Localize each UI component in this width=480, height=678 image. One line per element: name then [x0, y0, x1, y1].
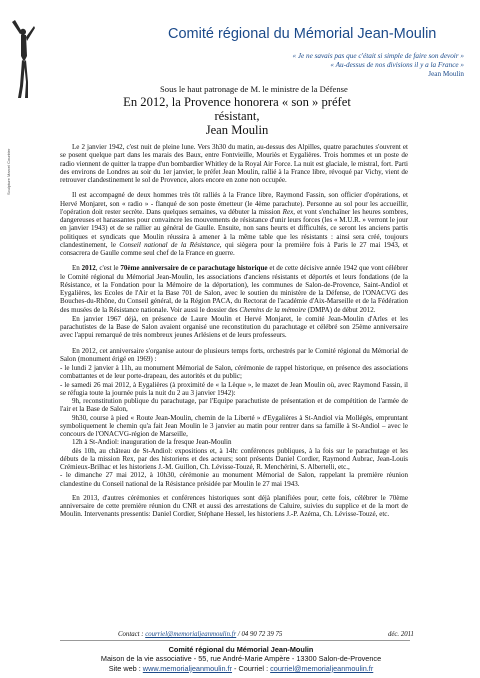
- event-item-3: 9h, reconstitution publique du parachutage, par l'Equipe parachutiste de présentation et de compétition de l'armée de l'air et la Base de Salon,: [60, 397, 408, 414]
- quote-line-2: « Au-dessus de nos divisions il y a la France »: [330, 61, 464, 69]
- paragraph-6: En 2013, d'autres cérémonies et conférences historiques sont déjà planifiées pour, cette fois, célébrer le 70ème anniversaire de cette première réunion du CNR et aussi des arrestations de Caluire, suivies du supplice et de la mort de Moulin. Intervenants pressentis: Daniel Cordier, Stéphane Hessel, les historiens J.-P. Azéma, Ch. Lévisse-Touzé, etc.: [60, 493, 408, 519]
- footer-org-name: Comité régional du Mémorial Jean-Moulin: [168, 645, 314, 654]
- patronage-line: Sous le haut patronage de M. le ministre de la Défense: [160, 84, 348, 94]
- paragraph-3: En 2012, c'est le 70ème anniversaire de ce parachutage historique et de cette décisive année 1942 que vont célébrer le Comité régional du Mémorial Jean-Moulin, les associations d'anciens résistants et déportés et leurs fondations (de la Résistance, et la Fondation pour la Mémoire de la déportation), les communes de Salon-de-Provence, Saint-Andiol et Eygalières, les Ecoles de l'Air et la Base 701 de Salon, avec le soutien du ministère de la Défense, de l'ONACVG des Bouches-du-Rhône, du Conseil général, de la Région PACA, du Rectorat de l'académie d'Aix-Marseille et de la Fédération des musées de la Résistance nationale. Voir aussi le dossier des Chemins de la mémoire (DMPA) de début 2012.: [60, 264, 408, 314]
- paragraph-4: En janvier 1967 déjà, en présence de Laure Moulin et Hervé Monjaret, le comité Jean-Moulin d'Arles et les parachutistes de la Base de Salon avaient organisé une reconstitution du parachutage et célébré son 25ème anniversaire avec l'appui remarqué de très nombreux jeunes Arlésiens et de leurs professeurs.: [60, 314, 408, 340]
- website-link[interactable]: www.memorialjeanmoulin.fr: [142, 663, 233, 673]
- headline-line-2: Jean Moulin: [205, 123, 269, 137]
- event-item-7: - le dimanche 27 mai 2012, à 10h30, cérémonie au monument Mémorial de Salon, rappelant la première réunion clandestine du Conseil national de la Résistance présidée par Moulin le 27 mai 1943.: [60, 471, 408, 488]
- paragraph-5: En 2012, cet anniversaire s'organise autour de plusieurs temps forts, orchestrés par le Comité régional du Mémorial de Salon (monument érigé en 1969) :: [60, 346, 408, 363]
- header-title: Comité régional du Mémorial Jean-Moulin: [168, 26, 437, 42]
- event-item-4: 9h30, course à pied « Route Jean-Moulin, chemin de la Liberté » d'Eygalières à St-Andiol via Mollégès, empruntant symboliquement le chemin qu'a fait Jean Moulin le 3 janvier au matin pour rentrer dans sa famille à St-Andiol – avec le concours de l'ONACVG-région de Marseille,: [60, 413, 408, 438]
- contact-line: Contact : courriel@memorialjeanmoulin.fr / 04 90 72 39 75: [118, 631, 283, 638]
- headline: [112, 95, 362, 137]
- contact-email-link[interactable]: courriel@memorialjeanmoulin.fr: [145, 631, 237, 638]
- quote-line-1: « Je ne savais pas que c'était si simple de faire son devoir »: [292, 52, 464, 60]
- headline-line-1: En 2012, la Provence honorera « son » préfet résistant,: [123, 95, 351, 123]
- document-date: déc. 2011: [388, 631, 414, 638]
- paragraph-1: Le 2 janvier 1942, c'est nuit de pleine lune. Vers 3h30 du matin, au-dessus des Alpilles, quatre parachutes s'ouvrent et se posent quelque part dans les marais des Baux, entre Fontvieille, Mouriès et Eygalières. Trois hommes et un poste de radio viennent de quitter la trappe d'un bombardier Whitley de la Royal Air Force. La nuit est glaciale, le mistral, fort. Parti des environs de Londres au soir du 1er janvier, le préfet Jean Moulin, rallié à la France libre, révoqué par Vichy, vient de retrouver clandestinement le sol de Provence, alors encore en zone non occupée.: [60, 143, 408, 184]
- header-quote: [164, 52, 464, 79]
- footer-links: Site web : www.memorialjeanmoulin.fr - Courriel : courriel@memorialjeanmoulin.fr: [108, 663, 374, 673]
- footer-divider: [60, 640, 410, 641]
- footer: [36, 645, 446, 673]
- paragraph-2: Il est accompagné de deux hommes très tôt ralliés à la France libre, Raymond Fassin, son officier d'opérations, et Hervé Monjaret, son « radio » - flanqué de son poste émetteur (le 4ème parachute). Personne au sol pour les accueillir, l'opération doit rester secrète. Dans quelques semaines, va débuter la mission Rex, et vont s'enchaîner les heures sombres, dangereuses et harassantes pour convaincre les mouvements de résistance d'unir leurs forces (les « M.U.R. » verront le jour en janvier 1943) et de se rallier au général de Gaulle. Ensuite, non sans heurts et difficultés, ce seront les anciens partis politiques et syndicats que Moulin réussira à amener à la même table que les résistants : ainsi sera créé, toujours clandestinement, le Conseil national de la Résistance, qui siègera pour la première fois à Paris le 27 mai 1943, et consacrera de Gaulle comme seul chef de la France en guerre.: [60, 191, 409, 257]
- footer-address: Maison de la vie associative - 55, rue André-Marie Ampère - 13300 Salon-de-Provence: [100, 654, 382, 664]
- article-body: [60, 143, 408, 526]
- sculpture-logo: [8, 12, 36, 100]
- event-item-1: - le lundi 2 janvier à 11h, au monument Mémorial de Salon, cérémonie de rappel historique, en présence des associations combattantes et de leur porte-drapeau, des autorités et du public;: [60, 364, 408, 381]
- footer-email-link[interactable]: courriel@memorialjeanmoulin.fr: [270, 663, 374, 673]
- event-item-6: dès 10h, au château de St-Andiol: expositions et, à 14h: conférences publiques, à la fois sur le parachutage et les débuts de la mission Rex, par des historiens et des acteurs; sont présents Daniel Cordier, Raymond Aubrac, Jean-Louis Crémieux-Brilhac et les historiens J.-M. Guillon, Ch. Lévisse-Touzé, R. Menchérini, S. Albertelli, etc.,: [60, 446, 408, 471]
- event-item-2: - le samedi 26 mai 2012, à Eygalières (à proximité de « la Lèque », le mazet de Jean Moulin où, avec Raymond Fassin, il se réfugia toute la journée puis la nuit du 2 au 3 janvier 1942):: [60, 380, 408, 397]
- quote-author: Jean Moulin: [428, 70, 464, 78]
- logo-caption: Sculpture Marcel Courbier: [6, 148, 11, 195]
- event-item-5: 12h à St-Andiol: inauguration de la fresque Jean-Moulin: [72, 438, 232, 447]
